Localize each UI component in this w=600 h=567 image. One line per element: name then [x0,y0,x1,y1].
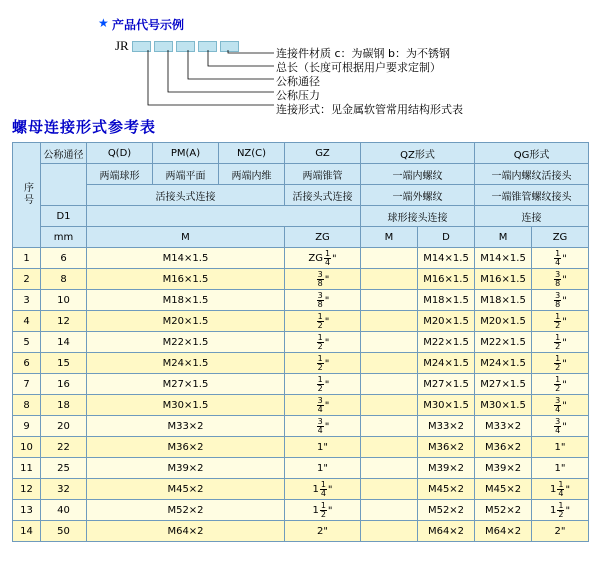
cell-m: M18×1.5 [87,290,285,311]
cell-qg-m: M24×1.5 [475,353,532,374]
header-seq: 序号 [13,143,41,248]
header-unit-qg-m: M [475,227,532,248]
cell-zg: $\frac{1}{2}$ " [285,332,361,353]
cell-dn: 22 [41,437,87,458]
header-row-connection [13,185,589,206]
table-row [13,353,589,374]
header-unit-zg: ZG [285,227,361,248]
cell-seq: 11 [13,458,41,479]
cell-dn: 16 [41,374,87,395]
nut-connection-table [12,142,589,542]
cell-zg: 1 $\frac{1}{4}$ " [285,479,361,500]
cell-qg-m: M33×2 [475,416,532,437]
header-unit-m-left: M [87,227,285,248]
cell-qz-d: M16×1.5 [418,269,475,290]
cell-m: M27×1.5 [87,374,285,395]
cell-zg: $\frac{3}{8}$ " [285,269,361,290]
cell-qg-zg: $\frac{3}{4}$ " [532,395,589,416]
cell-qz-m [361,374,418,395]
cell-qz-m [361,269,418,290]
code-prefix: JR [115,38,129,53]
table-row [13,521,589,542]
cell-qz-m [361,521,418,542]
section-title: 螺母连接形式参考表 [12,118,157,136]
table-row [13,395,589,416]
cell-seq: 6 [13,353,41,374]
cell-m: M24×1.5 [87,353,285,374]
header-form-0: 两端球形 [87,164,153,185]
cell-seq: 5 [13,332,41,353]
table-row [13,290,589,311]
header-unit-qz-d: D [418,227,475,248]
cell-qg-zg: 1 $\frac{1}{2}$ " [532,500,589,521]
cell-dn: 40 [41,500,87,521]
legend-note-0: 连接件材质 c：为碳钢 b：为不锈钢 [276,47,451,60]
cell-seq: 10 [13,437,41,458]
legend-notes [276,47,463,117]
header-form-1: 两端平面 [153,164,219,185]
cell-qg-zg: $\frac{3}{8}$ " [532,290,589,311]
cell-qz-m [361,458,418,479]
cell-dn: 6 [41,248,87,269]
header-form-5: 一端内螺纹活接头 [475,164,589,185]
table-body [13,248,589,542]
cell-dn: 8 [41,269,87,290]
cell-dn: 18 [41,395,87,416]
legend-note-4: 连接形式：见金属软管常用结构形式表 [276,103,463,116]
cell-qz-d: M64×2 [418,521,475,542]
cell-m: M16×1.5 [87,269,285,290]
cell-zg: $\frac{3}{4}$ " [285,395,361,416]
cell-qg-m: M45×2 [475,479,532,500]
legend-note-2: 公称通径 [276,75,320,88]
cell-zg: ZG $\frac{1}{4}$ " [285,248,361,269]
cell-qg-zg: $\frac{3}{8}$ " [532,269,589,290]
cell-qg-zg: 1" [532,437,589,458]
cell-dn: 50 [41,521,87,542]
header-group-2: NZ(C) [219,143,285,164]
cell-qg-m: M64×2 [475,521,532,542]
cell-qg-m: M36×2 [475,437,532,458]
header-row-d1 [13,206,589,227]
cell-seq: 9 [13,416,41,437]
cell-m: M20×1.5 [87,311,285,332]
cell-qg-m: M52×2 [475,500,532,521]
header-d1-blank [87,206,361,227]
cell-m: M33×2 [87,416,285,437]
cell-seq: 12 [13,479,41,500]
cell-seq: 8 [13,395,41,416]
cell-seq: 2 [13,269,41,290]
cell-dn: 12 [41,311,87,332]
cell-zg: $\frac{1}{2}$ " [285,353,361,374]
cell-qz-d: M52×2 [418,500,475,521]
cell-qg-zg: $\frac{1}{2}$ " [532,374,589,395]
header-conn-left: 活接头式连接 [87,185,285,206]
cell-qz-d: M20×1.5 [418,311,475,332]
cell-seq: 7 [13,374,41,395]
header-unit-mm: mm [41,227,87,248]
cell-qg-zg: $\frac{1}{2}$ " [532,311,589,332]
cell-m: M52×2 [87,500,285,521]
legend-note-3: 公称压力 [276,89,320,102]
cell-m: M39×2 [87,458,285,479]
table-row [13,500,589,521]
header-ball-joint: 球形接头连接 [361,206,475,227]
table-row [13,458,589,479]
cell-qz-d: M30×1.5 [418,395,475,416]
header-unit-qg-zg: ZG [532,227,589,248]
cell-qg-m: M14×1.5 [475,248,532,269]
cell-qg-m: M18×1.5 [475,290,532,311]
cell-qg-m: M22×1.5 [475,332,532,353]
cell-seq: 1 [13,248,41,269]
cell-qz-m [361,290,418,311]
cell-qg-zg: 1" [532,458,589,479]
cell-zg: 2" [285,521,361,542]
table-row [13,416,589,437]
cell-qz-d: M14×1.5 [418,248,475,269]
cell-qz-d: M36×2 [418,437,475,458]
header-unit-qz-m: M [361,227,418,248]
header-dn-label: 公称通径 [41,143,87,164]
cell-dn: 25 [41,458,87,479]
cell-qg-m: M20×1.5 [475,311,532,332]
cell-dn: 14 [41,332,87,353]
cell-m: M22×1.5 [87,332,285,353]
table-head [13,143,589,248]
header-conn-gz: 活接头式连接 [285,185,361,206]
cell-dn: 10 [41,290,87,311]
header-form-4: 一端内螺纹 [361,164,475,185]
header-dn-blank [41,164,87,206]
cell-qg-zg: 1 $\frac{1}{4}$ " [532,479,589,500]
header-group-1: PM(A) [153,143,219,164]
cell-qz-m [361,248,418,269]
cell-qz-m [361,416,418,437]
table-row [13,311,589,332]
cell-zg: $\frac{3}{4}$ " [285,416,361,437]
cell-qg-zg: $\frac{3}{4}$ " [532,416,589,437]
product-code-legend [0,0,600,116]
cell-qz-d: M22×1.5 [418,332,475,353]
table-row [13,332,589,353]
cell-qg-zg: $\frac{1}{2}$ " [532,332,589,353]
header-form-2: 两端内维 [219,164,285,185]
cell-zg: $\frac{1}{2}$ " [285,374,361,395]
header-connect: 连接 [475,206,589,227]
table-row [13,437,589,458]
cell-qg-m: M27×1.5 [475,374,532,395]
cell-seq: 13 [13,500,41,521]
cell-dn: 20 [41,416,87,437]
cell-dn: 15 [41,353,87,374]
table-row [13,374,589,395]
cell-qz-d: M18×1.5 [418,290,475,311]
cell-qz-d: M24×1.5 [418,353,475,374]
cell-qz-d: M45×2 [418,479,475,500]
table-row [13,248,589,269]
cell-qg-zg: $\frac{1}{4}$ " [532,248,589,269]
cell-qz-m [361,332,418,353]
star-icon: ★ [98,16,109,30]
cell-seq: 14 [13,521,41,542]
cell-zg: 1 $\frac{1}{2}$ " [285,500,361,521]
header-row-units [13,227,589,248]
cell-qz-m [361,500,418,521]
nut-connection-table-wrap [12,142,589,542]
header-row-groups [13,143,589,164]
header-row-forms [13,164,589,185]
cell-m: M64×2 [87,521,285,542]
cell-zg: $\frac{3}{8}$ " [285,290,361,311]
cell-zg: $\frac{1}{2}$ " [285,311,361,332]
cell-dn: 32 [41,479,87,500]
header-conn-qz: 一端外螺纹 [361,185,475,206]
cell-qg-m: M39×2 [475,458,532,479]
cell-m: M30×1.5 [87,395,285,416]
header-group-0: Q(D) [87,143,153,164]
header-group-4: QZ形式 [361,143,475,164]
cell-seq: 3 [13,290,41,311]
legend-title: 产品代号示例 [112,18,185,32]
cell-m: M14×1.5 [87,248,285,269]
cell-zg: 1" [285,437,361,458]
table-row [13,269,589,290]
cell-seq: 4 [13,311,41,332]
header-d1-label: D1 [41,206,87,227]
header-form-3: 两端锥管 [285,164,361,185]
cell-qz-m [361,395,418,416]
cell-m: M45×2 [87,479,285,500]
cell-qz-m [361,353,418,374]
cell-qg-m: M30×1.5 [475,395,532,416]
header-group-5: QG形式 [475,143,589,164]
cell-m: M36×2 [87,437,285,458]
legend-note-1: 总长（长度可根据用户要求定制） [276,61,441,74]
cell-qg-zg: 2" [532,521,589,542]
cell-qg-zg: $\frac{1}{2}$ " [532,353,589,374]
header-conn-qg: 一端锥管螺纹接头 [475,185,589,206]
cell-qg-m: M16×1.5 [475,269,532,290]
cell-qz-m [361,311,418,332]
cell-qz-m [361,437,418,458]
cell-qz-d: M27×1.5 [418,374,475,395]
header-group-3: GZ [285,143,361,164]
table-row [13,479,589,500]
cell-qz-m [361,479,418,500]
cell-zg: 1" [285,458,361,479]
cell-qz-d: M33×2 [418,416,475,437]
cell-qz-d: M39×2 [418,458,475,479]
